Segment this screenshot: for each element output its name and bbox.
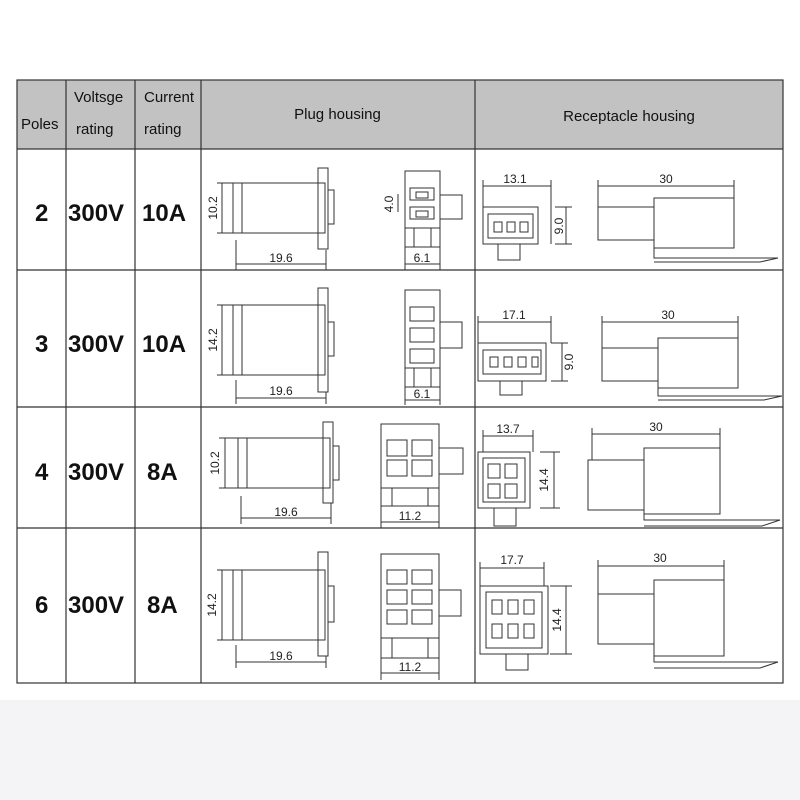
row3-receptacle-side-drawing bbox=[588, 428, 780, 526]
row4-poles: 6 bbox=[35, 592, 49, 619]
row2-rec-length-label: 30 bbox=[661, 308, 675, 322]
row2-voltage: 300V bbox=[68, 331, 125, 358]
header-current-line1: Current bbox=[144, 89, 195, 106]
row4-receptacle-side-drawing bbox=[598, 560, 778, 668]
row2-current: 10A bbox=[142, 331, 187, 358]
row2-plug-width-label: 6.1 bbox=[413, 387, 431, 401]
row3-rec-length-label: 30 bbox=[649, 420, 663, 434]
row2-receptacle-side-drawing bbox=[602, 316, 782, 400]
row3-poles: 4 bbox=[35, 459, 49, 486]
row4-current: 8A bbox=[147, 592, 178, 619]
row4-plug-width-label: 11.2 bbox=[398, 660, 422, 674]
header-current-line2: rating bbox=[144, 121, 182, 138]
header-plug-housing: Plug housing bbox=[294, 106, 381, 123]
row1-current: 10A bbox=[142, 200, 187, 227]
row2-plug-height-label: 14.2 bbox=[206, 328, 220, 352]
row4-rec-length-label: 30 bbox=[653, 551, 667, 565]
row3-rec-width-label: 13.7 bbox=[496, 422, 520, 436]
header-poles: Poles bbox=[21, 116, 59, 133]
row1-rec-width-label: 13.1 bbox=[503, 172, 527, 186]
row2-rec-width-label: 17.1 bbox=[502, 308, 526, 322]
row1-plug-height-label: 10.2 bbox=[206, 196, 220, 220]
row2-receptacle-front-drawing bbox=[478, 316, 568, 395]
table-grid bbox=[17, 80, 783, 683]
row1-rec-height-label: 9.0 bbox=[552, 217, 566, 235]
row3-rec-height-label: 14.4 bbox=[537, 468, 551, 492]
row2-poles: 3 bbox=[35, 331, 49, 358]
row3-plug-length-label: 19.6 bbox=[274, 505, 298, 519]
row2-plug-length-label: 19.6 bbox=[269, 384, 293, 398]
row3-plug-front-drawing bbox=[381, 424, 463, 528]
row4-rec-width-label: 17.7 bbox=[500, 553, 524, 567]
row1-rec-length-label: 30 bbox=[659, 172, 673, 186]
row1-voltage: 300V bbox=[68, 200, 125, 227]
row1-plug-length-label: 19.6 bbox=[269, 251, 293, 265]
row3-current: 8A bbox=[147, 459, 178, 486]
header-voltage-line1: Voltsge bbox=[74, 89, 124, 106]
row3-plug-height-label: 10.2 bbox=[208, 451, 222, 475]
row3-voltage: 300V bbox=[68, 459, 125, 486]
row4-voltage: 300V bbox=[68, 592, 125, 619]
row1-receptacle-side-drawing bbox=[598, 180, 778, 262]
row1-poles: 2 bbox=[35, 200, 49, 227]
row4-plug-height-label: 14.2 bbox=[205, 593, 219, 617]
row2-rec-height-label: 9.0 bbox=[562, 353, 576, 371]
row4-rec-height-label: 14.4 bbox=[550, 608, 564, 632]
row1-plug-pitch-label: 4.0 bbox=[382, 195, 396, 213]
header-receptacle-housing: Receptacle housing bbox=[563, 108, 695, 125]
row1-plug-width-label: 6.1 bbox=[413, 251, 431, 265]
row3-plug-width-label: 11.2 bbox=[398, 509, 422, 523]
row4-plug-length-label: 19.6 bbox=[269, 649, 293, 663]
header-voltage-line2: rating bbox=[76, 121, 114, 138]
